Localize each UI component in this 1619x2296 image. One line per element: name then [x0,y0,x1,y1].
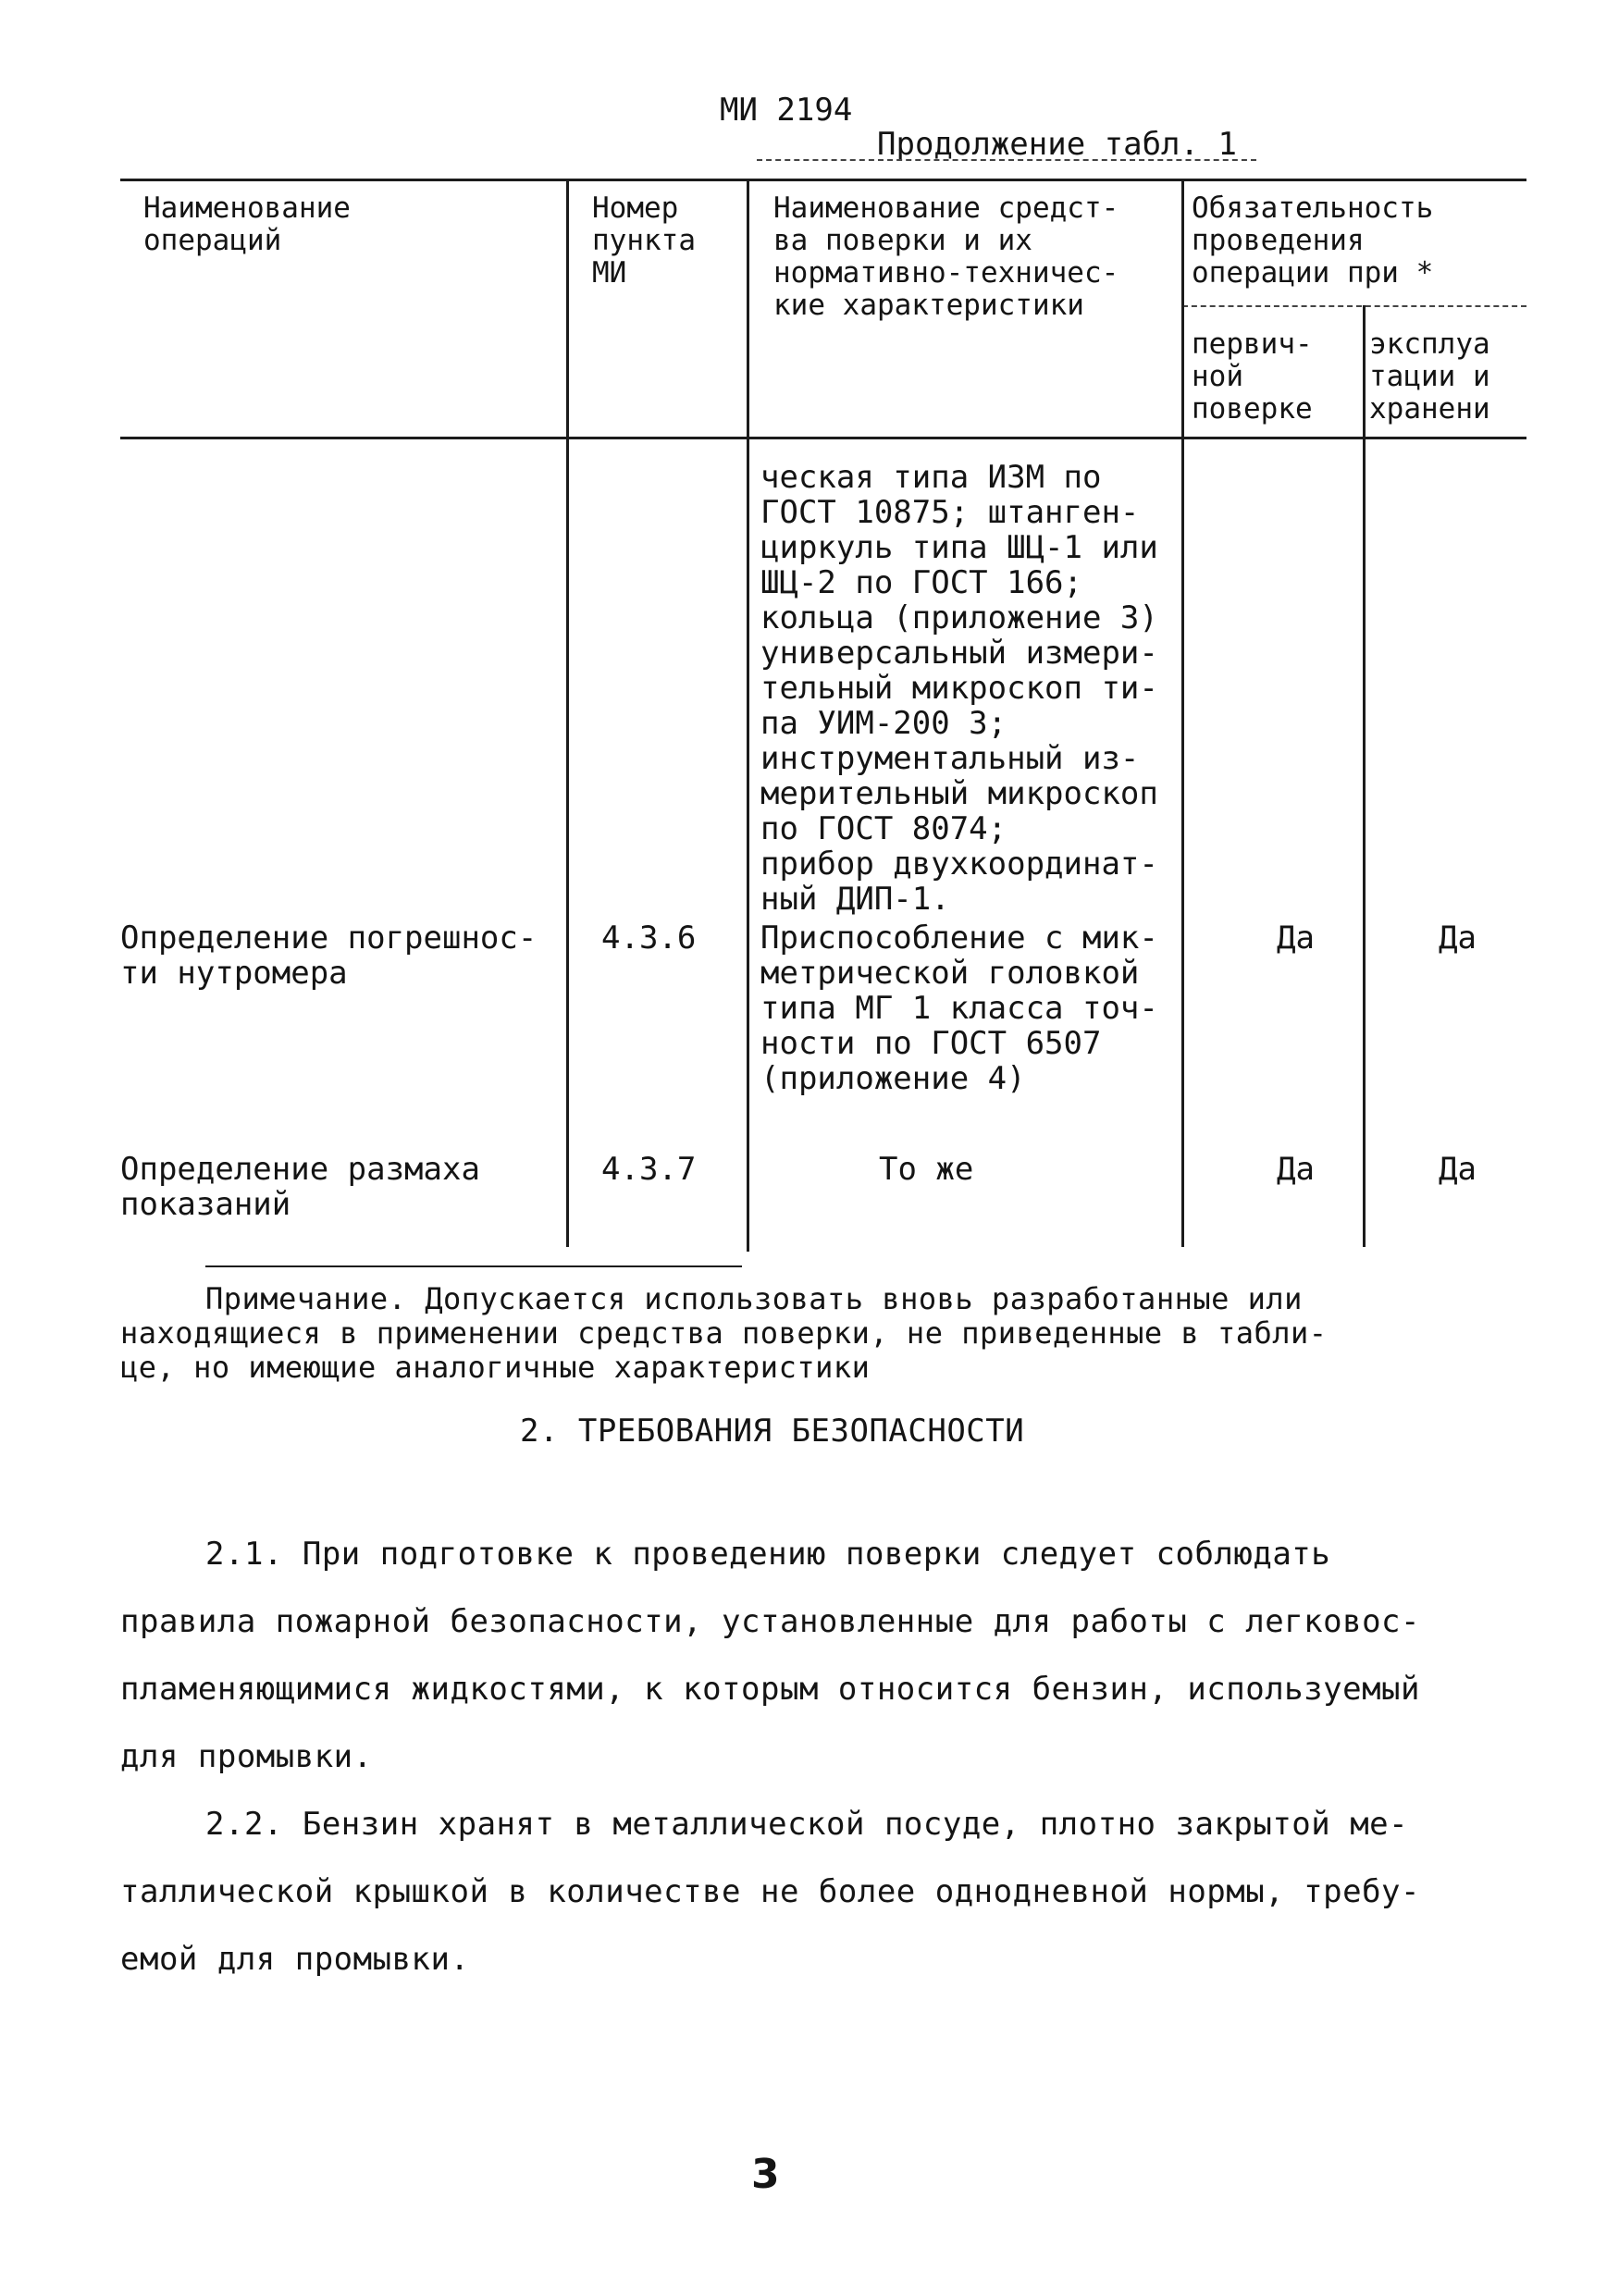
table-row-2-clause: 4.3.6 [601,920,697,957]
col-header-means: Наименование средст- ва поверки и их нормативно-техничес- кие характеристики [773,191,1119,322]
document-code: МИ 2194 [720,92,853,129]
page-number: 3 [751,2151,780,2198]
paragraph-2-1-line-1: 2.1. При подготовке к проведению поверки следует соблюдать [205,1536,1331,1573]
paragraph-2-1-line-2: правила пожарной безопасности, установленные для работы с легковос- [120,1603,1420,1640]
section-heading: 2. ТРЕБОВАНИЯ БЕЗОПАСНОСТИ [520,1413,1025,1450]
table-row-3-operation: Определение размаха показаний [120,1151,480,1223]
col-divider-3 [1181,179,1184,1247]
table-continuation-label: Продолжение табл. 1 [877,126,1237,163]
table-row-2-initial: Да [1277,920,1315,957]
table-row-3-clause: 4.3.7 [601,1151,697,1188]
col-header-operation-storage: эксплуа тации и хранени [1369,327,1490,426]
paragraph-2-2-line-3: емой для промывки. [120,1941,470,1978]
col-divider-4 [1363,305,1366,1247]
col-header-operation: Наименование операций [143,191,351,257]
col-divider-1 [566,179,569,1247]
subheader-rule [1182,305,1526,307]
col-divider-2 [747,179,749,1252]
table-top-rule [120,179,1526,181]
table-row-3-initial: Да [1277,1151,1315,1188]
note-line-2: находящиеся в применении средства поверки, не приведенные в табли- [120,1315,1328,1351]
paragraph-2-1-line-3: пламеняющимися жидкостями, к которым относится бензин, используемый [120,1671,1420,1708]
paragraph-2-2-line-2: таллической крышкой в количестве не более однодневной нормы, требу- [120,1873,1420,1910]
header-rule [757,159,1256,161]
paragraph-2-2-line-1: 2.2. Бензин хранят в металлической посуде, плотно закрытой ме- [205,1806,1409,1843]
table-row-2-operation: Определение погрешнос- ти нутромера [120,920,538,992]
table-row-3-means: То же [879,1151,974,1188]
note-line-3: це, но имеющие аналогичные характеристики [120,1350,871,1385]
table-header-rule [120,437,1526,439]
table-end-rule [205,1265,742,1267]
note-line-1: Примечание. Допускается использовать вновь разработанные или [205,1281,1303,1316]
table-row-1-means: ческая типа ИЗМ по ГОСТ 10875; штанген- циркуль типа ШЦ-1 или ШЦ-2 по ГОСТ 166; кольца (приложение 3) универсальный измери- тельный микроскоп ти- па УИМ-200 З; инструментальный из- мерительный микроскоп по ГОСТ 8074; прибор двухкоординат- ный ДИП-1. [760,459,1158,918]
col-header-clause: Номер пункта МИ [592,191,696,290]
col-header-obligation: Обязательность проведения операции при * [1192,191,1434,290]
paragraph-2-1-line-4: для промывки. [120,1738,373,1775]
table-row-2-operation-storage: Да [1439,920,1477,957]
table-row-2-means: Приспособление с мик- метрической головкой типа МГ 1 класса точ- ности по ГОСТ 6507 (приложение 4) [760,920,1158,1097]
table-row-3-operation-storage: Да [1439,1151,1477,1188]
col-header-initial: первич- ной поверке [1192,327,1313,426]
